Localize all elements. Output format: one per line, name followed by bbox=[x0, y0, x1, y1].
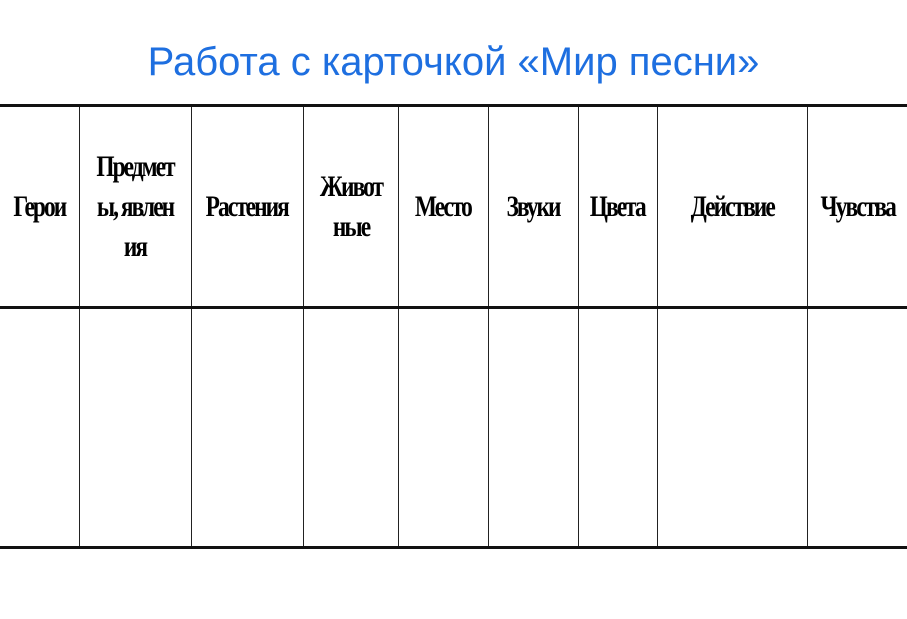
worksheet-table bbox=[0, 104, 907, 549]
table-cell bbox=[398, 308, 488, 548]
table-cell bbox=[0, 308, 79, 548]
table-cell bbox=[807, 308, 907, 548]
table-cell bbox=[303, 308, 398, 548]
table-cell bbox=[488, 308, 578, 548]
table-cell bbox=[191, 308, 303, 548]
column-header-colors: Цвета bbox=[578, 106, 657, 308]
table-cell bbox=[578, 308, 657, 548]
column-header-sounds: Звуки bbox=[488, 106, 578, 308]
column-header-place: Место bbox=[398, 106, 488, 308]
column-header-heroes: Герои bbox=[0, 106, 79, 308]
column-header-animals: Животные bbox=[303, 106, 398, 308]
column-header-plants: Растения bbox=[191, 106, 303, 308]
column-header-action: Действие bbox=[657, 106, 807, 308]
column-header-objects-phenomena: Предметы, явления bbox=[79, 106, 191, 308]
table-cell bbox=[657, 308, 807, 548]
table-header-row bbox=[0, 106, 907, 308]
table-cell bbox=[79, 308, 191, 548]
table-row bbox=[0, 308, 907, 548]
column-header-feelings: Чувства bbox=[807, 106, 907, 308]
page-title: Работа с карточкой «Мир песни» bbox=[147, 40, 760, 84]
